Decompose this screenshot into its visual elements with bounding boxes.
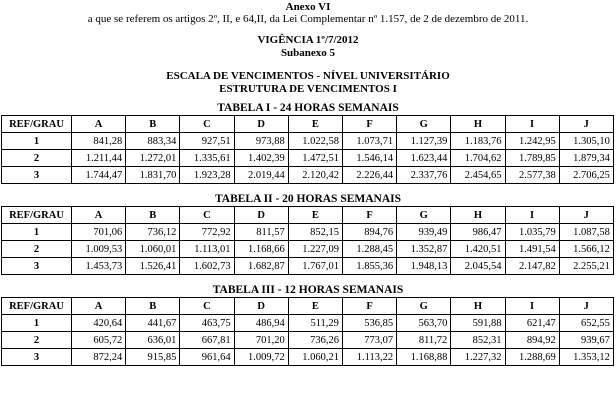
salary-tables xyxy=(0,102,616,366)
salary-table xyxy=(1,115,614,184)
column-header-grade: C xyxy=(180,207,234,224)
column-header-grade: F xyxy=(342,298,396,315)
salary-value-cell: 1.402,39 xyxy=(234,150,288,167)
column-header-grade: D xyxy=(234,298,288,315)
salary-value-cell: 961,64 xyxy=(180,349,234,366)
salary-value-cell: 1.168,88 xyxy=(397,349,451,366)
table-header-row xyxy=(2,207,614,224)
column-header-grade: H xyxy=(451,116,505,133)
column-header-grade: F xyxy=(342,116,396,133)
salary-value-cell: 1.060,01 xyxy=(126,241,180,258)
salary-value-cell: 772,92 xyxy=(180,224,234,241)
salary-value-cell: 2.454,65 xyxy=(451,167,505,184)
salary-value-cell: 1.073,71 xyxy=(342,133,396,150)
salary-value-cell: 1.831,70 xyxy=(126,167,180,184)
salary-value-cell: 1.491,54 xyxy=(505,241,559,258)
salary-value-cell: 1.035,79 xyxy=(505,224,559,241)
salary-value-cell: 2.226,44 xyxy=(342,167,396,184)
salary-table xyxy=(1,297,614,366)
salary-value-cell: 1.923,28 xyxy=(180,167,234,184)
salary-value-cell: 872,24 xyxy=(72,349,126,366)
salary-value-cell: 1.227,32 xyxy=(451,349,505,366)
salary-value-cell: 701,20 xyxy=(234,332,288,349)
document-page xyxy=(0,1,616,402)
subanexo-heading: Subanexo 5 xyxy=(280,47,336,59)
salary-value-cell: 1.472,51 xyxy=(288,150,342,167)
salary-value-cell: 2.337,76 xyxy=(397,167,451,184)
salary-value-cell: 811,57 xyxy=(234,224,288,241)
salary-value-cell: 652,55 xyxy=(559,315,613,332)
salary-value-cell: 1.211,44 xyxy=(72,150,126,167)
salary-value-cell: 1.087,58 xyxy=(559,224,613,241)
salary-value-cell: 1.113,22 xyxy=(342,349,396,366)
column-header-grade: I xyxy=(505,207,559,224)
table-row xyxy=(2,349,614,366)
column-header-grade: E xyxy=(288,116,342,133)
table-row xyxy=(2,150,614,167)
row-reference: 3 xyxy=(2,258,72,275)
column-header-ref-grau: REF/GRAU xyxy=(2,298,72,315)
salary-value-cell: 441,67 xyxy=(126,315,180,332)
column-header-grade: J xyxy=(559,116,613,133)
salary-value-cell: 939,49 xyxy=(397,224,451,241)
column-header-grade: H xyxy=(451,207,505,224)
salary-value-cell: 1.453,73 xyxy=(72,258,126,275)
salary-value-cell: 667,81 xyxy=(180,332,234,349)
salary-value-cell: 773,07 xyxy=(342,332,396,349)
salary-value-cell: 1.566,12 xyxy=(559,241,613,258)
salary-value-cell: 1.704,62 xyxy=(451,150,505,167)
salary-value-cell: 636,01 xyxy=(126,332,180,349)
row-reference: 1 xyxy=(2,224,72,241)
salary-value-cell: 939,67 xyxy=(559,332,613,349)
salary-value-cell: 536,85 xyxy=(342,315,396,332)
salary-value-cell: 1.948,13 xyxy=(397,258,451,275)
annex-title: Anexo VI xyxy=(285,1,331,13)
salary-value-cell: 591,88 xyxy=(451,315,505,332)
row-reference: 2 xyxy=(2,241,72,258)
salary-value-cell: 811,72 xyxy=(397,332,451,349)
salary-value-cell: 420,64 xyxy=(72,315,126,332)
salary-value-cell: 1.623,44 xyxy=(397,150,451,167)
salary-value-cell: 2.019,44 xyxy=(234,167,288,184)
column-header-grade: E xyxy=(288,207,342,224)
salary-value-cell: 1.227,09 xyxy=(288,241,342,258)
salary-value-cell: 1.288,45 xyxy=(342,241,396,258)
table-row xyxy=(2,332,614,349)
salary-value-cell: 1.353,12 xyxy=(559,349,613,366)
column-header-grade: G xyxy=(397,298,451,315)
salary-value-cell: 1.022,58 xyxy=(288,133,342,150)
column-header-grade: G xyxy=(397,207,451,224)
salary-value-cell: 1.602,73 xyxy=(180,258,234,275)
table-row xyxy=(2,133,614,150)
row-reference: 2 xyxy=(2,150,72,167)
salary-value-cell: 1.789,85 xyxy=(505,150,559,167)
row-reference: 3 xyxy=(2,167,72,184)
column-header-grade: C xyxy=(180,298,234,315)
column-header-grade: E xyxy=(288,298,342,315)
table-header-row xyxy=(2,298,614,315)
row-reference: 1 xyxy=(2,133,72,150)
salary-value-cell: 1.242,95 xyxy=(505,133,559,150)
salary-value-cell: 883,34 xyxy=(126,133,180,150)
vigencia-heading: VIGÊNCIA 1º/7/2012 xyxy=(257,34,359,46)
column-header-ref-grau: REF/GRAU xyxy=(2,207,72,224)
salary-table xyxy=(1,206,614,275)
column-header-grade: A xyxy=(72,298,126,315)
table-title: TABELA III - 12 HORAS SEMANAIS xyxy=(212,284,404,296)
salary-value-cell: 1.272,01 xyxy=(126,150,180,167)
row-reference: 2 xyxy=(2,332,72,349)
salary-value-cell: 511,29 xyxy=(288,315,342,332)
salary-value-cell: 841,28 xyxy=(72,133,126,150)
table-row xyxy=(2,258,614,275)
column-header-grade: D xyxy=(234,116,288,133)
salary-value-cell: 1.855,36 xyxy=(342,258,396,275)
column-header-grade: B xyxy=(126,116,180,133)
salary-value-cell: 1.127,39 xyxy=(397,133,451,150)
column-header-grade: I xyxy=(505,298,559,315)
salary-value-cell: 894,92 xyxy=(505,332,559,349)
salary-value-cell: 1.113,01 xyxy=(180,241,234,258)
salary-value-cell: 1.009,53 xyxy=(72,241,126,258)
salary-value-cell: 1.767,01 xyxy=(288,258,342,275)
salary-value-cell: 1.420,51 xyxy=(451,241,505,258)
column-header-grade: A xyxy=(72,116,126,133)
salary-value-cell: 852,15 xyxy=(288,224,342,241)
salary-value-cell: 1.305,10 xyxy=(559,133,613,150)
column-header-grade: B xyxy=(126,298,180,315)
column-header-grade: A xyxy=(72,207,126,224)
column-header-grade: H xyxy=(451,298,505,315)
salary-value-cell: 1.526,41 xyxy=(126,258,180,275)
estrutura-heading: ESTRUTURA DE VENCIMENTOS I xyxy=(219,83,397,95)
table-row xyxy=(2,167,614,184)
escala-heading: ESCALA DE VENCIMENTOS - NÍVEL UNIVERSITÁRIO xyxy=(166,70,450,82)
table-row xyxy=(2,315,614,332)
salary-value-cell: 1.288,69 xyxy=(505,349,559,366)
row-reference: 3 xyxy=(2,349,72,366)
salary-value-cell: 736,12 xyxy=(126,224,180,241)
salary-value-cell: 2.147,82 xyxy=(505,258,559,275)
column-header-grade: J xyxy=(559,298,613,315)
salary-value-cell: 1.744,47 xyxy=(72,167,126,184)
salary-value-cell: 973,88 xyxy=(234,133,288,150)
salary-value-cell: 2.255,21 xyxy=(559,258,613,275)
salary-value-cell: 1.060,21 xyxy=(288,349,342,366)
column-header-grade: F xyxy=(342,207,396,224)
annex-reference: a que se referem os artigos 2º, II, e 64,II, da Lei Complementar nº 1.157, de 2 de dezembro de 2011. xyxy=(87,13,529,25)
table-title: TABELA II - 20 HORAS SEMANAIS xyxy=(214,193,402,205)
salary-value-cell: 2.120,42 xyxy=(288,167,342,184)
column-header-grade: C xyxy=(180,116,234,133)
salary-value-cell: 2.045,54 xyxy=(451,258,505,275)
salary-value-cell: 486,94 xyxy=(234,315,288,332)
column-header-ref-grau: REF/GRAU xyxy=(2,116,72,133)
salary-value-cell: 894,76 xyxy=(342,224,396,241)
salary-value-cell: 1.879,34 xyxy=(559,150,613,167)
salary-value-cell: 1.335,61 xyxy=(180,150,234,167)
salary-value-cell: 463,75 xyxy=(180,315,234,332)
column-header-grade: B xyxy=(126,207,180,224)
salary-value-cell: 1.168,66 xyxy=(234,241,288,258)
salary-value-cell: 2.577,38 xyxy=(505,167,559,184)
salary-value-cell: 1.546,14 xyxy=(342,150,396,167)
salary-value-cell: 621,47 xyxy=(505,315,559,332)
salary-value-cell: 1.682,87 xyxy=(234,258,288,275)
table-title: TABELA I - 24 HORAS SEMANAIS xyxy=(217,102,399,114)
salary-value-cell: 1.183,76 xyxy=(451,133,505,150)
row-reference: 1 xyxy=(2,315,72,332)
salary-value-cell: 605,72 xyxy=(72,332,126,349)
column-header-grade: D xyxy=(234,207,288,224)
salary-value-cell: 736,26 xyxy=(288,332,342,349)
column-header-grade: I xyxy=(505,116,559,133)
salary-value-cell: 2.706,25 xyxy=(559,167,613,184)
table-row xyxy=(2,241,614,258)
salary-value-cell: 1.009,72 xyxy=(234,349,288,366)
salary-value-cell: 852,31 xyxy=(451,332,505,349)
table-header-row xyxy=(2,116,614,133)
salary-value-cell: 1.352,87 xyxy=(397,241,451,258)
salary-value-cell: 986,47 xyxy=(451,224,505,241)
salary-value-cell: 927,51 xyxy=(180,133,234,150)
table-row xyxy=(2,224,614,241)
column-header-grade: G xyxy=(397,116,451,133)
salary-value-cell: 915,85 xyxy=(126,349,180,366)
column-header-grade: J xyxy=(559,207,613,224)
salary-value-cell: 563,70 xyxy=(397,315,451,332)
salary-value-cell: 701,06 xyxy=(72,224,126,241)
